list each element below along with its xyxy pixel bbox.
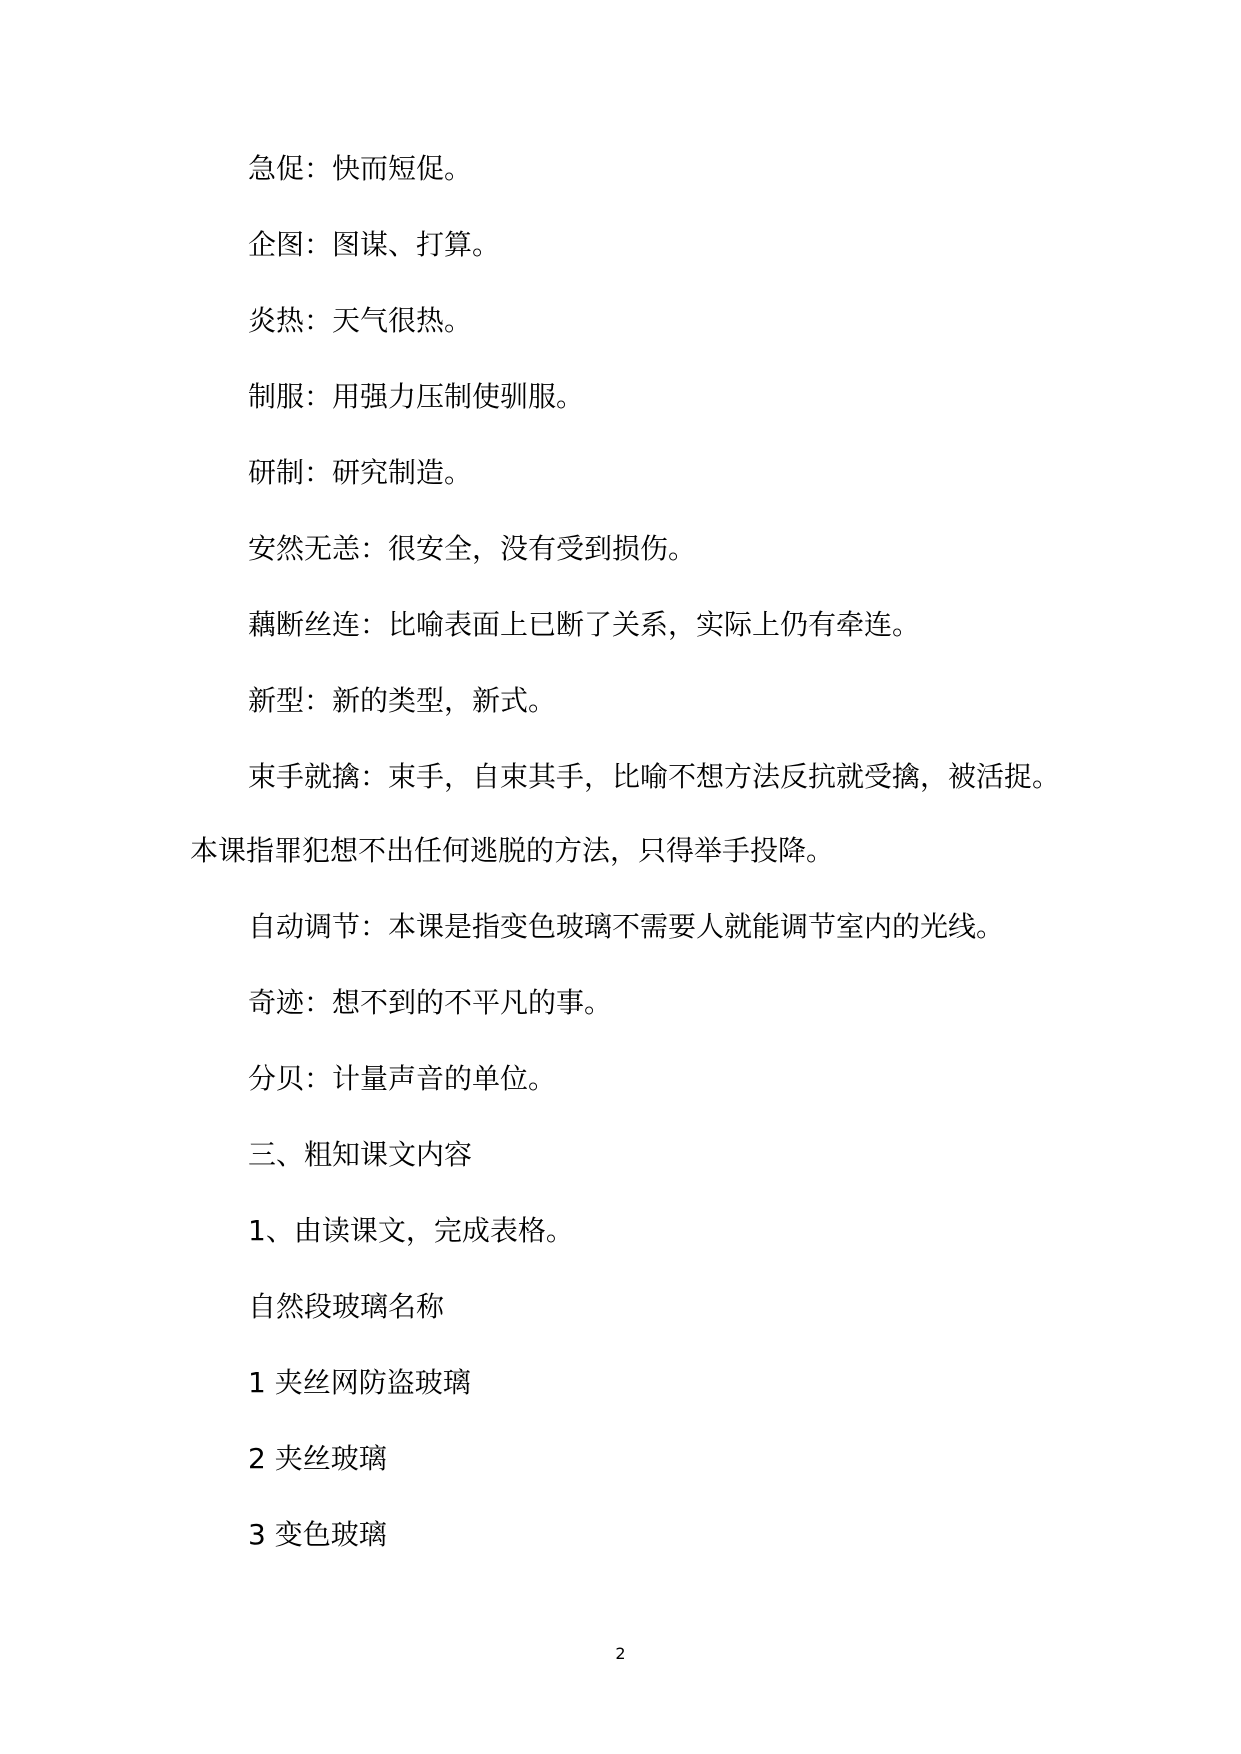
table-row: 1 夹丝网防盗玻璃 [248, 1366, 471, 1399]
text-line: 1、由读课文，完成表格。 [248, 1214, 574, 1247]
text-line: 急促：快而短促。 [248, 152, 473, 185]
text-line: 自动调节：本课是指变色玻璃不需要人就能调节室内的光线。 [248, 910, 1005, 943]
table-row: 2 夹丝玻璃 [248, 1442, 387, 1475]
text-line: 束手就擒：束手，自束其手，比喻不想方法反抗就受擒，被活捉。 [248, 760, 1061, 793]
text-line: 本课指罪犯想不出任何逃脱的方法，只得举手投降。 [190, 834, 835, 867]
text-line: 分贝：计量声音的单位。 [248, 1062, 557, 1095]
section-heading: 三、粗知课文内容 [248, 1138, 473, 1171]
text-line: 藕断丝连：比喻表面上已断了关系，实际上仍有牵连。 [248, 608, 921, 641]
table-row: 3 变色玻璃 [248, 1518, 387, 1551]
text-line: 奇迹：想不到的不平凡的事。 [248, 986, 613, 1019]
page-number: 2 [615, 1644, 626, 1663]
text-line: 制服：用强力压制使驯服。 [248, 380, 585, 413]
text-line: 安然无恙：很安全，没有受到损伤。 [248, 532, 697, 565]
text-line: 炎热：天气很热。 [248, 304, 473, 337]
table-header: 自然段玻璃名称 [248, 1290, 445, 1323]
text-line: 研制：研究制造。 [248, 456, 473, 489]
text-line: 新型：新的类型，新式。 [248, 684, 557, 717]
text-line: 企图：图谋、打算。 [248, 228, 501, 261]
